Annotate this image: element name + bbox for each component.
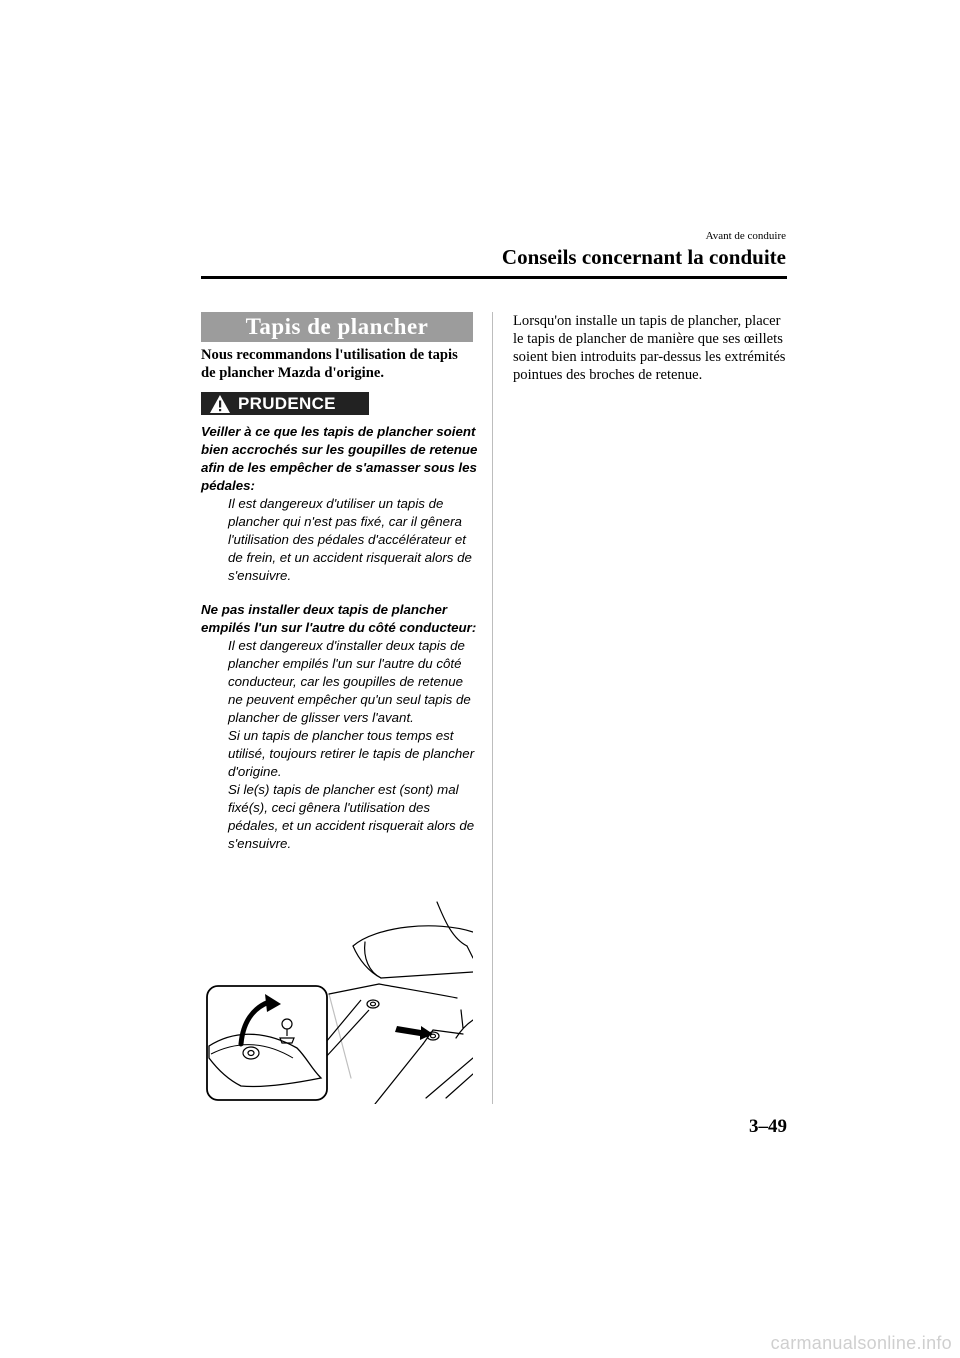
caution-badge <box>201 392 369 415</box>
page-number: 3–49 <box>749 1116 787 1137</box>
warning-triangle-icon <box>209 394 231 414</box>
section-header-label: Avant de conduire <box>705 230 786 242</box>
header-rule <box>201 276 787 279</box>
warning-body <box>201 637 479 853</box>
warning-paragraph: Si le(s) tapis de plancher est (sont) mal fixé(s), ceci gênera l'utilisation des pédales, et un accident risquerait alors de s'ensuivre. <box>228 782 475 851</box>
watermark: carmanualsonline.info <box>770 1333 952 1353</box>
instruction-text: Lorsqu'on installe un tapis de plancher, placer le tapis de plancher de manière que ses œillets soient bien introduits par-dessus les extrémités pointues des broches de retenue. <box>513 313 786 383</box>
page-title: Conseils concernant la conduite <box>501 245 786 269</box>
column-divider <box>492 312 493 1104</box>
warning-body <box>201 495 479 585</box>
warning-block-1 <box>201 423 479 585</box>
section-banner: Tapis de plancher <box>201 312 473 342</box>
floor-mat-illustration <box>201 898 473 1104</box>
warning-lead: Veiller à ce que les tapis de plancher soient bien accrochés sur les goupilles de retenue afin de les empêcher de s'amasser sous les pédales: <box>201 424 478 493</box>
warning-paragraph: Il est dangereux d'installer deux tapis de plancher empilés l'un sur l'autre du côté conducteur, car les goupilles de retenue ne peuvent empêcher qu'un seul tapis de plancher de glisser vers l'avant. <box>228 638 471 725</box>
warning-paragraph: Il est dangereux d'utiliser un tapis de plancher qui n'est pas fixé, car il gênera l'utilisation des pédales d'accélérateur et de frein, et un accident risquerait alors de s'ensuivre. <box>228 496 472 583</box>
warning-paragraph: Si un tapis de plancher tous temps est utilisé, toujours retirer le tapis de plancher d'origine. <box>228 728 475 779</box>
intro-text: Nous recommandons l'utilisation de tapis de plancher Mazda d'origine. <box>201 347 458 381</box>
caution-label: PRUDENCE <box>238 393 336 413</box>
warning-block-2 <box>201 601 479 853</box>
warning-lead: Ne pas installer deux tapis de plancher empilés l'un sur l'autre du côté conducteur: <box>201 602 477 635</box>
